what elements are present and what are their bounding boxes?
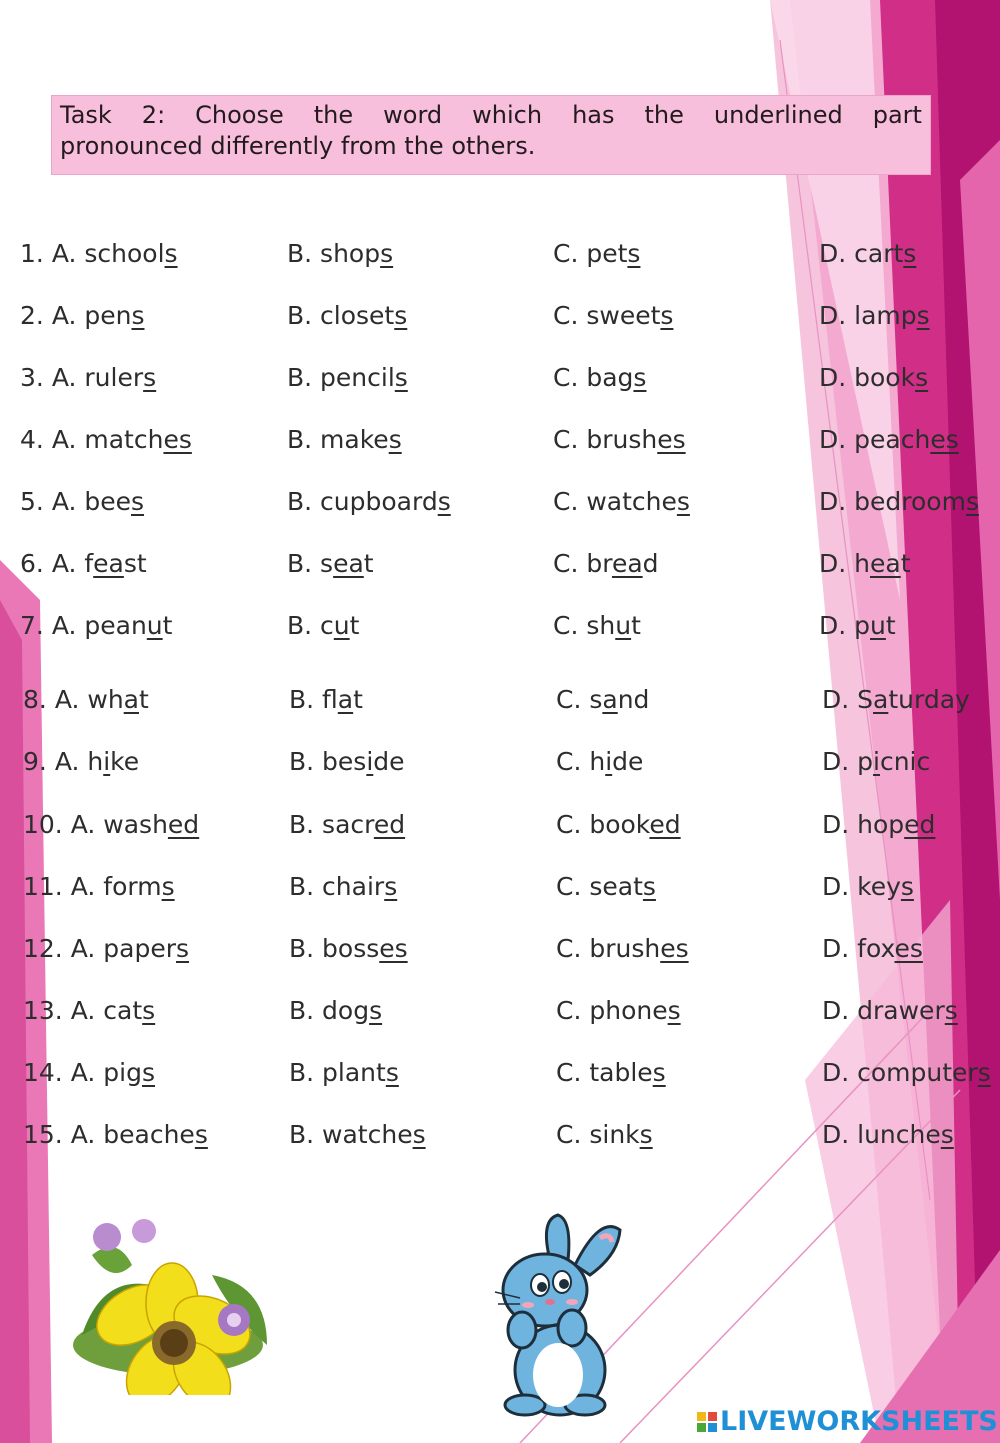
option-underlined-part: a xyxy=(602,685,618,714)
option-c[interactable] xyxy=(556,744,643,780)
option-text: D. fox xyxy=(822,934,895,963)
question-row xyxy=(0,236,1000,276)
option-underlined-part: i xyxy=(366,747,374,776)
option-a[interactable] xyxy=(23,869,175,905)
question-number: 4. xyxy=(20,425,44,454)
task-word: the xyxy=(644,101,684,129)
option-text: C. seat xyxy=(556,872,643,901)
option-underlined-part: s xyxy=(164,239,178,268)
option-d[interactable] xyxy=(822,807,935,843)
option-d[interactable] xyxy=(819,422,959,458)
question-row xyxy=(0,993,1000,1033)
option-a[interactable] xyxy=(20,422,192,458)
option-b[interactable] xyxy=(287,608,359,644)
option-text: C. sh xyxy=(553,611,616,640)
option-text: C. pet xyxy=(553,239,628,268)
option-c[interactable] xyxy=(553,298,673,334)
option-underlined-part: s xyxy=(142,996,156,1025)
question-row xyxy=(0,422,1000,462)
option-underlined-part: ed xyxy=(904,810,936,839)
option-b[interactable] xyxy=(289,1117,426,1153)
option-text: A. pig xyxy=(70,1058,142,1087)
option-a[interactable] xyxy=(20,608,172,644)
option-text: C. sink xyxy=(556,1120,640,1149)
option-b[interactable] xyxy=(289,1055,399,1091)
option-text-end: t xyxy=(139,685,149,714)
option-underlined-part: i xyxy=(103,747,111,776)
option-underlined-part: a xyxy=(873,685,889,714)
task-word: 2: xyxy=(141,101,166,129)
option-underlined-part: s xyxy=(143,363,157,392)
option-text: D. p xyxy=(822,747,874,776)
option-d[interactable] xyxy=(822,1117,954,1153)
question-row xyxy=(0,484,1000,524)
option-text: A. wash xyxy=(70,810,168,839)
option-text: B. cupboard xyxy=(287,487,438,516)
option-underlined-part: es xyxy=(657,425,686,454)
option-text: A. bee xyxy=(51,487,131,516)
option-text: D. peach xyxy=(819,425,931,454)
option-underlined-part: s xyxy=(394,363,408,392)
option-text: A. ruler xyxy=(51,363,144,392)
option-text-end: t xyxy=(162,611,173,640)
option-underlined-part: s xyxy=(903,239,917,268)
question-number: 5. xyxy=(20,487,44,516)
option-underlined-part: s xyxy=(412,1120,426,1149)
task-instruction-box xyxy=(51,95,931,175)
option-underlined-part: u xyxy=(333,611,350,640)
option-underlined-part: i xyxy=(873,747,880,776)
question-number: 8. xyxy=(23,685,47,714)
option-c[interactable] xyxy=(556,807,681,843)
option-underlined-part: s xyxy=(916,301,930,330)
option-underlined-part: s xyxy=(388,425,402,454)
option-text: C. s xyxy=(556,685,603,714)
option-text-end: nd xyxy=(617,685,650,714)
option-underlined-part: s xyxy=(660,301,674,330)
option-text-end: d xyxy=(642,549,659,578)
question-number: 1. xyxy=(20,239,44,268)
option-a[interactable] xyxy=(20,298,145,334)
option-underlined-part: ea xyxy=(333,549,364,578)
option-b[interactable] xyxy=(289,993,382,1029)
option-text: B. watche xyxy=(289,1120,413,1149)
option-text: A. f xyxy=(51,549,94,578)
option-text: A. paper xyxy=(70,934,176,963)
option-text: B. fl xyxy=(289,685,338,714)
option-text: B. make xyxy=(287,425,389,454)
option-text: A. h xyxy=(54,747,104,776)
option-text: B. s xyxy=(287,549,334,578)
question-row xyxy=(0,608,1000,648)
option-underlined-part: ea xyxy=(870,549,901,578)
option-d[interactable] xyxy=(822,931,923,967)
task-word: part xyxy=(872,101,922,129)
option-underlined-part: s xyxy=(676,487,690,516)
option-underlined-part: s xyxy=(633,363,647,392)
option-text-end: cnic xyxy=(879,747,931,776)
option-text-end: ke xyxy=(110,747,140,776)
option-text-end: de xyxy=(373,747,405,776)
option-d[interactable] xyxy=(819,608,896,644)
option-underlined-part: s xyxy=(194,1120,208,1149)
option-text: B. plant xyxy=(289,1058,386,1087)
option-a[interactable] xyxy=(23,682,149,718)
option-underlined-part: ed xyxy=(649,810,681,839)
option-underlined-part: es xyxy=(660,934,689,963)
option-b[interactable] xyxy=(289,682,363,718)
question-row xyxy=(0,298,1000,338)
option-c[interactable] xyxy=(553,484,690,520)
question-number: 13. xyxy=(23,996,63,1025)
option-underlined-part: s xyxy=(394,301,408,330)
option-b[interactable] xyxy=(287,298,407,334)
question-number: 7. xyxy=(20,611,44,640)
task-word: has xyxy=(572,101,615,129)
option-d[interactable] xyxy=(819,298,930,334)
option-text: D. p xyxy=(819,611,871,640)
option-b[interactable] xyxy=(289,931,408,967)
option-c[interactable] xyxy=(553,422,686,458)
option-underlined-part: es xyxy=(930,425,959,454)
option-text: A. beache xyxy=(70,1120,195,1149)
question-number: 14. xyxy=(23,1058,63,1087)
option-a[interactable] xyxy=(23,1055,155,1091)
option-text-end: st xyxy=(123,549,147,578)
question-number: 9. xyxy=(23,747,47,776)
option-b[interactable] xyxy=(289,744,405,780)
option-text: D. bedroom xyxy=(819,487,966,516)
option-underlined-part: u xyxy=(146,611,163,640)
option-b[interactable] xyxy=(289,807,405,843)
task-instruction-line-1 xyxy=(60,100,922,131)
option-underlined-part: s xyxy=(977,1058,991,1087)
option-text: B. sacr xyxy=(289,810,374,839)
option-d[interactable] xyxy=(822,682,970,718)
option-text: B. closet xyxy=(287,301,395,330)
option-text: C. brush xyxy=(553,425,658,454)
option-d[interactable] xyxy=(822,744,930,780)
option-text: B. c xyxy=(287,611,334,640)
flower-icon xyxy=(62,1215,274,1395)
task-word: which xyxy=(472,101,543,129)
question-row xyxy=(0,682,1000,722)
option-underlined-part: s xyxy=(940,1120,954,1149)
option-underlined-part: s xyxy=(667,996,681,1025)
option-text: C. h xyxy=(556,747,606,776)
option-text: B. boss xyxy=(289,934,380,963)
option-b[interactable] xyxy=(287,546,374,582)
option-d[interactable] xyxy=(819,236,916,272)
option-underlined-part: s xyxy=(915,363,929,392)
option-text-end: t xyxy=(349,611,360,640)
option-text: C. brush xyxy=(556,934,661,963)
option-underlined-part: s xyxy=(380,239,394,268)
option-text-end: t xyxy=(353,685,363,714)
option-text: D. lamp xyxy=(819,301,917,330)
option-a[interactable] xyxy=(20,236,178,272)
question-row xyxy=(0,869,1000,909)
option-d[interactable] xyxy=(822,1055,991,1091)
option-text: C. book xyxy=(556,810,650,839)
option-underlined-part: s xyxy=(141,1058,155,1087)
option-text-end: t xyxy=(363,549,374,578)
question-row xyxy=(0,807,1000,847)
option-text: C. sweet xyxy=(553,301,661,330)
option-underlined-part: s xyxy=(944,996,958,1025)
option-text-end: t xyxy=(900,549,911,578)
option-text: D. key xyxy=(822,872,901,901)
logo-text: LIVEWORKSHEETS xyxy=(720,1406,998,1437)
option-underlined-part: es xyxy=(894,934,923,963)
option-d[interactable] xyxy=(819,484,979,520)
question-number: 15. xyxy=(23,1120,63,1149)
question-number: 11. xyxy=(23,872,63,901)
question-number: 6. xyxy=(20,549,44,578)
option-underlined-part: u xyxy=(615,611,632,640)
option-underlined-part: s xyxy=(369,996,383,1025)
option-d[interactable] xyxy=(822,869,914,905)
logo-blocks-icon xyxy=(697,1412,717,1432)
option-c[interactable] xyxy=(556,1117,653,1153)
option-underlined-part: es xyxy=(379,934,408,963)
option-a[interactable] xyxy=(23,807,199,843)
option-text: D. cart xyxy=(819,239,904,268)
option-text: A. pen xyxy=(51,301,132,330)
option-underlined-part: s xyxy=(900,872,914,901)
option-text: D. drawer xyxy=(822,996,945,1025)
option-text: D. book xyxy=(819,363,916,392)
option-text-end: t xyxy=(631,611,641,640)
option-text: B. pencil xyxy=(287,363,395,392)
option-a[interactable] xyxy=(20,484,144,520)
option-text: C. bag xyxy=(553,363,634,392)
option-underlined-part: u xyxy=(870,611,886,640)
option-c[interactable] xyxy=(556,993,681,1029)
option-underlined-part: s xyxy=(176,934,190,963)
task-word: Choose xyxy=(195,101,284,129)
option-text: D. S xyxy=(822,685,874,714)
option-a[interactable] xyxy=(23,1117,208,1153)
question-number: 12. xyxy=(23,934,63,963)
option-a[interactable] xyxy=(20,360,156,396)
option-b[interactable] xyxy=(287,360,408,396)
option-text-end: turday xyxy=(888,685,970,714)
option-text-end: de xyxy=(612,747,644,776)
option-text: C. watche xyxy=(553,487,677,516)
option-underlined-part: s xyxy=(384,872,398,901)
option-underlined-part: s xyxy=(161,872,175,901)
option-text: A. form xyxy=(70,872,162,901)
option-text: D. h xyxy=(819,549,870,578)
option-text: B. bes xyxy=(289,747,367,776)
question-row xyxy=(0,1055,1000,1095)
option-text: C. br xyxy=(553,549,612,578)
question-row xyxy=(0,931,1000,971)
option-text: C. table xyxy=(556,1058,653,1087)
option-underlined-part: s xyxy=(131,487,145,516)
task-word: the xyxy=(313,101,354,129)
option-d[interactable] xyxy=(819,546,911,582)
option-underlined-part: ed xyxy=(167,810,200,839)
option-a[interactable] xyxy=(20,546,147,582)
option-underlined-part: s xyxy=(965,487,979,516)
question-number: 3. xyxy=(20,363,44,392)
option-underlined-part: s xyxy=(642,872,656,901)
option-underlined-part: ea xyxy=(93,549,124,578)
option-underlined-part: es xyxy=(163,425,192,454)
option-c[interactable] xyxy=(556,869,656,905)
option-text: D. hop xyxy=(822,810,905,839)
option-text: A. school xyxy=(51,239,165,268)
option-b[interactable] xyxy=(287,484,451,520)
option-a[interactable] xyxy=(23,931,189,967)
option-d[interactable] xyxy=(819,360,928,396)
option-c[interactable] xyxy=(556,1055,666,1091)
option-underlined-part: a xyxy=(337,685,354,714)
option-text: B. dog xyxy=(289,996,370,1025)
task-word: word xyxy=(383,101,443,129)
task-word: Task xyxy=(60,101,112,129)
option-b[interactable] xyxy=(287,236,393,272)
question-row xyxy=(0,360,1000,400)
option-underlined-part: s xyxy=(639,1120,653,1149)
question-row xyxy=(0,744,1000,784)
option-text: B. shop xyxy=(287,239,381,268)
liveworksheets-logo xyxy=(697,1404,998,1440)
option-underlined-part: i xyxy=(605,747,613,776)
option-text: D. lunche xyxy=(822,1120,941,1149)
bunny-icon xyxy=(480,1210,640,1420)
question-number: 10. xyxy=(23,810,63,839)
option-text: C. phone xyxy=(556,996,668,1025)
option-b[interactable] xyxy=(289,869,397,905)
option-c[interactable] xyxy=(553,546,659,582)
task-instruction-line-2: pronounced differently from the others. xyxy=(60,132,536,160)
option-c[interactable] xyxy=(556,682,649,718)
question-row xyxy=(0,1117,1000,1157)
option-c[interactable] xyxy=(556,931,689,967)
option-b[interactable] xyxy=(287,422,402,458)
option-underlined-part: s xyxy=(627,239,641,268)
question-row xyxy=(0,546,1000,586)
option-c[interactable] xyxy=(553,608,641,644)
option-underlined-part: s xyxy=(437,487,451,516)
option-underlined-part: ed xyxy=(373,810,406,839)
option-d[interactable] xyxy=(822,993,958,1029)
option-text: D. computer xyxy=(822,1058,978,1087)
option-c[interactable] xyxy=(553,360,646,396)
option-underlined-part: a xyxy=(123,685,139,714)
option-underlined-part: s xyxy=(385,1058,399,1087)
option-underlined-part: s xyxy=(652,1058,666,1087)
option-text: A. pean xyxy=(51,611,147,640)
option-underlined-part: s xyxy=(131,301,145,330)
option-text: A. cat xyxy=(70,996,143,1025)
option-a[interactable] xyxy=(23,744,139,780)
option-underlined-part: ea xyxy=(611,549,643,578)
option-text: A. wh xyxy=(54,685,124,714)
option-a[interactable] xyxy=(23,993,155,1029)
option-text: A. match xyxy=(51,425,164,454)
option-text: B. chair xyxy=(289,872,385,901)
option-c[interactable] xyxy=(553,236,640,272)
question-number: 2. xyxy=(20,301,44,330)
task-word: underlined xyxy=(713,101,843,129)
option-text-end: t xyxy=(885,611,896,640)
